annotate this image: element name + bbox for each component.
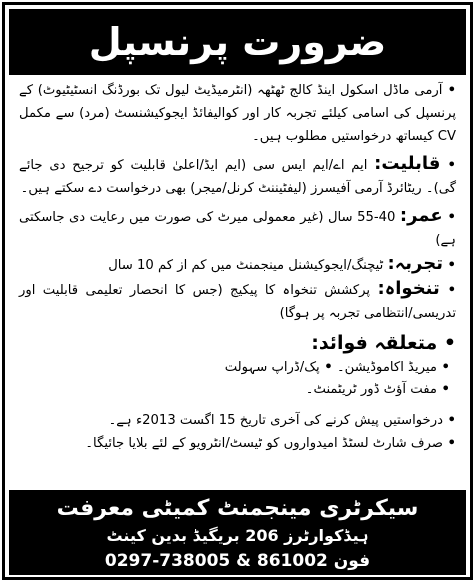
experience-label: تجربہ: — [387, 253, 443, 274]
contact-footer — [9, 490, 466, 575]
ad-body — [19, 79, 456, 485]
experience-text: ٹیچنگ/ایجوکیشنل مینجمنٹ میں کم از کم 10 سال — [108, 258, 384, 273]
age-text: 40-55 سال (غیر معمولی میرٹ کی صورت میں رعایت دی جاسکتی ہے) — [19, 210, 456, 248]
qualification-label: قابلیت: — [374, 153, 441, 174]
age-section — [19, 204, 456, 252]
salary-text: پرکشش تنخواہ کا پیکیج (جس کا انحصار تعلیمی قابلیت اور تدریسی/انتظامی تجربہ پر ہوگا) — [19, 283, 456, 321]
benefit-pickdrop: • پک/ڈراپ سہولت — [225, 360, 333, 375]
salary-section — [19, 277, 456, 325]
intro-text: آرمی ماڈل اسکول اینڈ کالج ٹھٹھہ (انٹرمیڈیٹ لیول تک بورڈنگ انسٹیٹیوٹ) کے پرنسپل کی اسامی کیلئے تجربہ کار اور کوالیفائڈ ایجوکیشنسٹ (مرد) سے مکمل CV کیساتھ درخواستیں مطلوب ہیں۔ — [19, 83, 456, 144]
qualification-section — [19, 152, 456, 200]
benefit-item — [19, 379, 450, 401]
phone-label: فون — [333, 551, 371, 571]
benefits-heading: • متعلقہ فوائد: — [19, 329, 456, 357]
shortlist-note — [19, 432, 456, 455]
title-banner — [9, 9, 466, 75]
age-label: عمر: — [399, 205, 443, 226]
contact-address: ہیڈکوارٹرز 206 بریگیڈ بدین کینٹ — [106, 526, 369, 545]
ad-title: ضرورت پرنسپل — [88, 20, 387, 64]
intro-paragraph — [19, 79, 456, 148]
benefit-item — [19, 357, 450, 379]
salary-label: تنخواہ: — [377, 278, 440, 299]
phone-number: 0297-738005 & 861002 — [104, 551, 328, 571]
benefit-accommodation: میریڈ اکاموڈیشن۔ — [336, 360, 437, 375]
contact-heading: سیکرٹری مینجمنٹ کمیٹی معرفت — [56, 496, 419, 521]
shortlist-text: صرف شارٹ لسٹڈ امیدواروں کو ٹیسٹ/انٹرویو کے لئے بلایا جائیگا۔ — [85, 436, 443, 451]
experience-section — [19, 252, 456, 277]
deadline-text: درخواستیں پیش کرنے کی آخری تاریخ 15 اگست 2013ء ہے۔ — [108, 413, 443, 428]
deadline-note — [19, 409, 456, 432]
benefit-treatment: مفت آؤٹ ڈور ٹریٹمنٹ۔ — [305, 382, 437, 397]
qualification-text: ایم اے/ایم ایس سی (ایم ایڈ/اعلیٰ قابلیت کو ترجیح دی جائے گی)۔ ریٹائرڈ آرمی آفیسرز (لیفٹیننٹ کرنل/میجر) بھی درخواست دے سکتے ہیں۔ — [19, 158, 456, 196]
job-advertisement — [2, 2, 473, 580]
contact-phone-line — [9, 548, 466, 574]
